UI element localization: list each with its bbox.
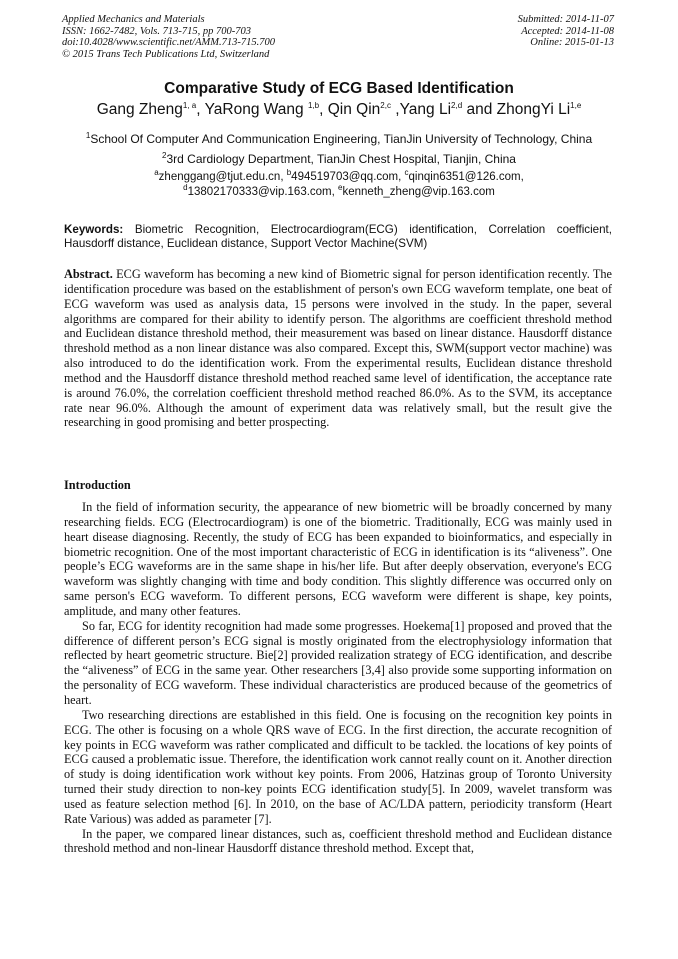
paragraph: In the field of information security, the appearance of new biometric will be broadly concerned by many researching fields. ECG (Electrocardiogram) is one of the biometric. Traditionally, ECG was mainly used in heart disease diagnosing. Recently, the study of ECG has been expanded to bioinformatics, and especially in biometric recognition. One of the most important characteristic of ECG in identification is its “aliveness”. One people’s ECG waveforms are in the same shape in his/her life. But after deeply observation, everyone's ECG waveform was slightly changing with time and body condition. This slightly difference was occurred only on same person's ECG waveform. To different persons, ECG waveform were different is shape, key points, amplitude, and many other features. (64, 500, 612, 618)
keywords (64, 223, 612, 251)
email-sup: a (154, 168, 159, 178)
email-link[interactable]: zhenggang@tjut.edu.cn, (158, 171, 287, 183)
accepted-date: Accepted: 2014-11-08 (521, 25, 614, 37)
author-separator: , (390, 101, 400, 118)
submitted-date: Submitted: 2014-11-07 (517, 14, 614, 25)
keywords-label: Keywords: (64, 223, 124, 236)
affiliation-text: School Of Computer And Communication Engineering, TianJin University of Technology, China (90, 132, 593, 146)
abstract (64, 267, 612, 430)
author-name: ZhongYi Li (496, 101, 571, 118)
introduction-body (64, 500, 612, 856)
journal-copyright: © 2015 Trans Tech Publications Ltd, Switzerland (62, 48, 270, 60)
author-emails (0, 170, 678, 199)
paragraph: In the paper, we compared linear distances, such as, coefficient threshold method and Euclidean distance threshold method and non-linear Hausdorff distance threshold method. Except that, (64, 826, 612, 856)
affiliation-number: 1 (85, 131, 91, 140)
author-affiliation-sup: 2,d (451, 100, 463, 110)
affiliation-ordinal: 3rd (166, 152, 184, 166)
journal-doi: doi:10.4028/www.scientific.net/AMM.713-715.700 (62, 37, 275, 49)
email-sup: d (183, 182, 188, 192)
affiliation-2 (0, 152, 678, 166)
email-sup: e (338, 182, 343, 192)
email-line-2 (0, 182, 678, 200)
author-separator: and (462, 101, 497, 118)
author-separator: , (196, 101, 205, 118)
author-list (0, 101, 678, 119)
submission-dates (518, 14, 614, 49)
affiliation-text: Cardiology Department, TianJin Chest Hospital, Tianjin, China (183, 152, 516, 166)
email-link[interactable]: qinqin6351@126.com, (408, 171, 524, 183)
author-name: Yang Li (399, 101, 452, 118)
abstract-label: Abstract. (64, 267, 113, 281)
author-affiliation-sup: 1, a (182, 100, 197, 110)
author-name: Qin Qin (327, 101, 381, 118)
paragraph: So far, ECG for identity recognition had made some progresses. Hoekema[1] proposed and proved that the difference of different person’s ECG signal is mostly originated from the electrophysiology information that reflected by heart geometric structure. Bie[2] provided realization strategy of ECG identification, and describe the “aliveness” of ECG in the same year. Other researchers [3,4] also provide some supporting information on the personality of ECG waveform. These individual characteristics are produced because of the geometrics of heart. (64, 618, 612, 707)
paragraph: Two researching directions are established in this field. One is focusing on the recognition key points in ECG. The other is focusing on a whole QRS wave of ECG. In the first direction, the accurate recognition of key points in ECG waveform was rather complicated and difficult to be tackled. the locations of key points of ECG caused a problematic issue. Therefore, the identification work cannot really count on it. Another direction of study is doing identification work without key points. From 2006, Hatzinas group of Toronto University turned their study direction to non-key points ECG identification study[5]. In 2009, wavelet transform was used as feature selection method [6]. In 2010, on the base of AC/LDA pattern, periodicity transform (Heart Rate Various) was added as parameter [7]. (64, 707, 612, 826)
author-separator: , (319, 101, 328, 118)
email-link[interactable]: 494519703@qq.com, (291, 171, 405, 183)
abstract-text: ECG waveform has becoming a new kind of Biometric signal for person identification recently. The identification procedure was based on the establishment of person's own ECG waveform template, one beat of ECG waveform was used as analysis data, 15 persons were involved in the study. In the paper, several algorithms are compared for their ability to identify person. The algorithms are coefficient threshold method and Euclidean distance threshold method, their measurement was based on linear distance. Hausdorff distance threshold method as a non linear distance was also compared. Except this, SWM(support vector machine) was also introduced to do the identification work. From the experimental results, Euclidean distance threshold method and the Hausdorff distance threshold method reached same level of identification, the acceptance rate is around 76.0%, the correlation coefficient threshold method reached 86.0%. As to the SVM, its acceptance rate near 96.0%. Although the amount of experiment data was relatively small, but the result give the researching in good promising and better prospecting. (64, 267, 612, 430)
author-affiliation-sup: 1,e (570, 100, 582, 110)
author-name: YaRong Wang (204, 101, 308, 118)
journal-name: Applied Mechanics and Materials (62, 14, 205, 25)
author-name: Gang Zheng (96, 101, 183, 118)
email-sup: b (286, 168, 292, 178)
journal-issn: ISSN: 1662-7482, Vols. 713-715, pp 700-703 (62, 25, 251, 37)
affiliation-number: 2 (162, 151, 167, 160)
introduction-heading: Introduction (64, 478, 131, 492)
keywords-text: Biometric Recognition, Electrocardiogram(ECG) identification, Correlation coefficient, Hausdorff distance, Euclidean distance, Support Vector Machine(SVM) (64, 223, 612, 251)
author-affiliation-sup: 1,b (307, 100, 320, 110)
author-affiliation-sup: 2,c (380, 100, 391, 110)
affiliation-1 (0, 132, 678, 146)
email-link[interactable]: kenneth_zheng@vip.163.com (342, 185, 495, 198)
email-link[interactable]: 13802170333@vip.163.com, (187, 185, 339, 198)
email-sup: c (404, 168, 409, 178)
online-date: Online: 2015-01-13 (530, 37, 614, 49)
paper-title: Comparative Study of ECG Based Identification (164, 80, 514, 97)
journal-info (62, 14, 275, 60)
